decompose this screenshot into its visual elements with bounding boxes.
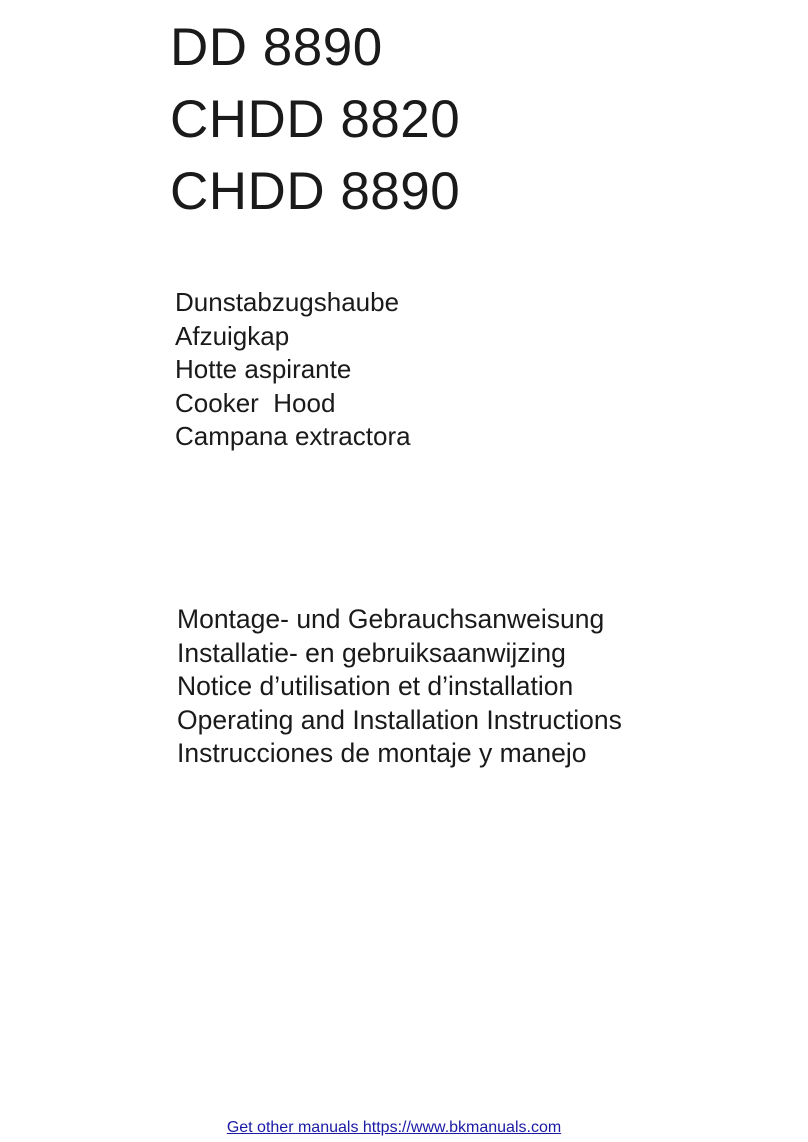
product-name-french: Hotte aspirante — [175, 354, 352, 384]
model-number: DD 8890 — [170, 18, 383, 77]
instruction-title-french: Notice d’utilisation et d’installation — [177, 671, 574, 701]
model-number: CHDD 8890 — [170, 162, 461, 221]
footer — [0, 1118, 808, 1138]
instruction-title-english: Operating and Installation Instructions — [177, 704, 622, 735]
product-name-english: Cooker Hood — [175, 387, 336, 418]
model-list — [170, 12, 460, 228]
model-number: CHDD 8820 — [170, 90, 461, 149]
product-name-spanish: Campana extractora — [175, 421, 411, 451]
instruction-title-dutch: Installatie- en gebruiksaanwijzing — [177, 637, 566, 668]
instruction-title-spanish: Instrucciones de montaje y manejo — [177, 738, 587, 768]
instruction-title-list — [177, 603, 622, 771]
product-name-dutch: Afzuigkap — [175, 320, 290, 351]
instruction-title-german: Montage- und Gebrauchsanweisung — [177, 604, 605, 634]
manuals-link[interactable]: Get other manuals https://www.bkmanuals.com — [226, 1119, 562, 1136]
product-name-german: Dunstabzugshaube — [175, 287, 400, 317]
product-name-list — [175, 286, 411, 454]
